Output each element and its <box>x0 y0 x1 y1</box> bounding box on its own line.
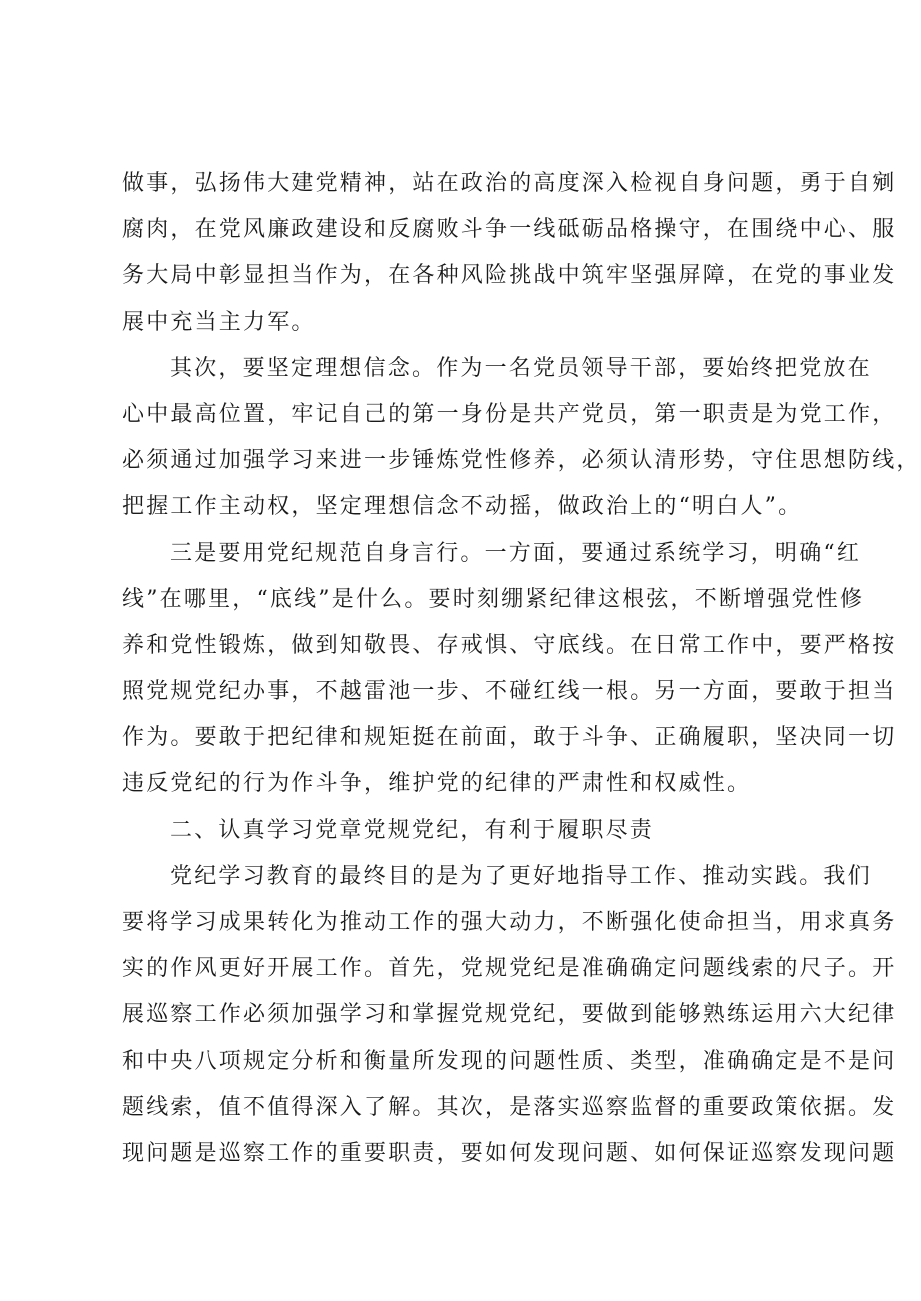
text-line: 党纪学习教育的最终目的是为了更好地指导工作、推动实践。我们 <box>170 863 872 889</box>
text-line: 把握工作主动权，坚定理想信念不动摇，做政治上的“明白人”。 <box>122 494 803 520</box>
text-line: 题线索，值不值得深入了解。其次，是落实巡察监督的重要政策依据。发 <box>122 1094 897 1120</box>
text-line: 展巡察工作必须加强学习和掌握党规党纪，要做到能够熟练运用六大纪律 <box>122 1002 897 1028</box>
text-line: 作为。要敢于把纪律和规矩挺在前面，敢于斗争、正确履职，坚决同一切 <box>122 725 897 751</box>
text-line: 心中最高位置，牢记自己的第一身份是共产党员，第一职责是为党工作， <box>122 401 897 427</box>
text-line: 腐肉，在党风廉政建设和反腐败斗争一线砥砺品格操守，在围绕中心、服 <box>122 217 897 243</box>
text-line: 展中充当主力军。 <box>122 309 316 335</box>
text-line: 二、认真学习党章党规党纪，有利于履职尽责 <box>170 817 655 843</box>
text-line: 务大局中彰显担当作为，在各种风险挑战中筑牢坚强屏障，在党的事业发 <box>122 263 897 289</box>
text-line: 三是要用党纪规范自身言行。一方面，要通过系统学习，明确“红 <box>170 540 862 566</box>
text-line: 要将学习成果转化为推动工作的强大动力，不断强化使命担当，用求真务 <box>122 910 897 935</box>
text-line: 照党规党纪办事，不越雷池一步、不碰红线一根。另一方面，要敢于担当 <box>122 679 897 705</box>
text-line: 实的作风更好开展工作。首先，党规党纪是准确确定问题线索的尺子。开 <box>122 956 897 982</box>
text-line: 做事，弘扬伟大建党精神，站在政治的高度深入检视自身问题，勇于自剜 <box>122 171 897 196</box>
text-line: 现问题是巡察工作的重要职责，要如何发现问题、如何保证巡察发现问题 <box>122 1140 897 1166</box>
text-line: 必须通过加强学习来进一步锤炼党性修养，必须认清形势，守住思想防线， <box>122 448 921 474</box>
document-body-text <box>122 161 921 1177</box>
text-line: 违反党纪的行为作斗争，维护党的纪律的严肃性和权威性。 <box>122 771 752 797</box>
text-line: 其次，要坚定理想信念。作为一名党员领导干部，要始终把党放在 <box>170 355 872 381</box>
text-line: 线”在哪里，“底线”是什么。要时刻绷紧纪律这根弦，不断增强党性修 <box>122 586 865 612</box>
text-line: 和中央八项规定分析和衡量所发现的问题性质、类型，准确确定是不是问 <box>122 1048 897 1074</box>
text-line: 养和党性锻炼，做到知敬畏、存戒惧、守底线。在日常工作中，要严格按 <box>122 632 897 658</box>
